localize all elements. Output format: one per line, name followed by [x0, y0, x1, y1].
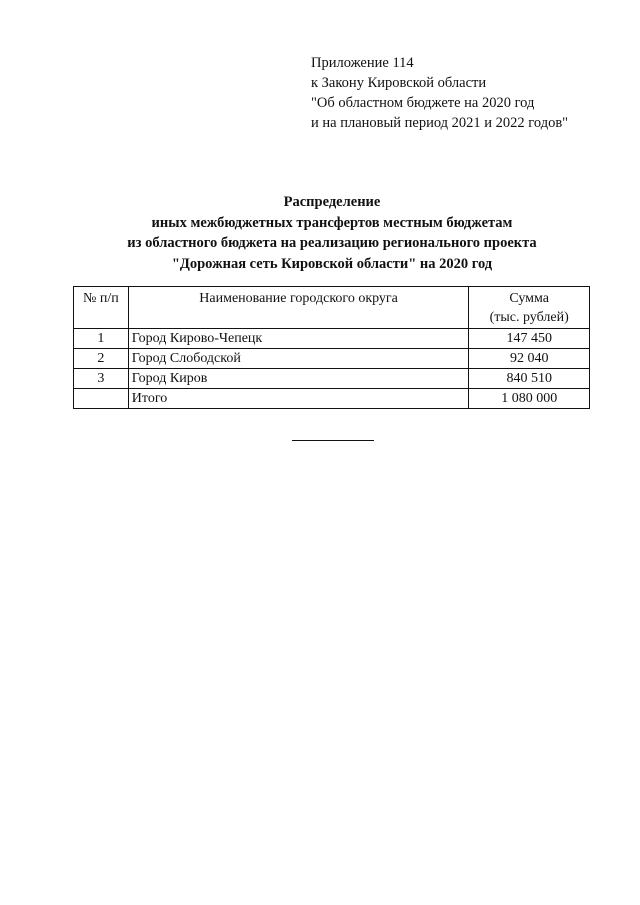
- row-sum: 92 040: [469, 349, 590, 369]
- title-line-4: "Дорожная сеть Кировской области" на 2020 год: [171, 255, 493, 272]
- row-district-name: Город Слободской: [128, 349, 469, 369]
- header-sum: [469, 287, 590, 329]
- distribution-table: [73, 286, 590, 409]
- table-row: [74, 329, 590, 349]
- row-sum: 147 450: [469, 329, 590, 349]
- row-number: 2: [74, 349, 129, 369]
- appendix-law-line: к Закону Кировской области: [311, 75, 487, 91]
- row-district-name: Город Кирово-Чепецк: [128, 329, 469, 349]
- total-number-empty: [74, 389, 129, 409]
- title-line-2: иных межбюджетных трансфертов местным бюджетам: [151, 214, 513, 231]
- appendix-number: Приложение 114: [311, 55, 414, 71]
- table-row: [74, 349, 590, 369]
- table-row: [74, 369, 590, 389]
- appendix-law-title-line1: "Об областном бюджете на 2020 год: [311, 95, 535, 111]
- closing-divider: [292, 440, 374, 441]
- header-sum-unit: (тыс. рублей): [489, 310, 569, 325]
- row-district-name: Город Киров: [128, 369, 469, 389]
- title-line-3: из областного бюджета на реализацию регионального проекта: [127, 235, 537, 251]
- header-number: № п/п: [74, 287, 129, 329]
- total-label: Итого: [128, 389, 469, 409]
- row-number: 3: [74, 369, 129, 389]
- total-sum: 1 080 000: [469, 389, 590, 409]
- table-header-row: [74, 287, 590, 329]
- table-total-row: [74, 389, 590, 409]
- document-title: [0, 192, 640, 274]
- appendix-header: [311, 53, 568, 133]
- header-sum-label: Сумма: [509, 291, 550, 306]
- title-line-1: Распределение: [283, 194, 381, 210]
- row-sum: 840 510: [469, 369, 590, 389]
- row-number: 1: [74, 329, 129, 349]
- header-district-name: Наименование городского округа: [128, 287, 469, 329]
- appendix-law-title-line2: и на плановый период 2021 и 2022 годов": [311, 115, 569, 131]
